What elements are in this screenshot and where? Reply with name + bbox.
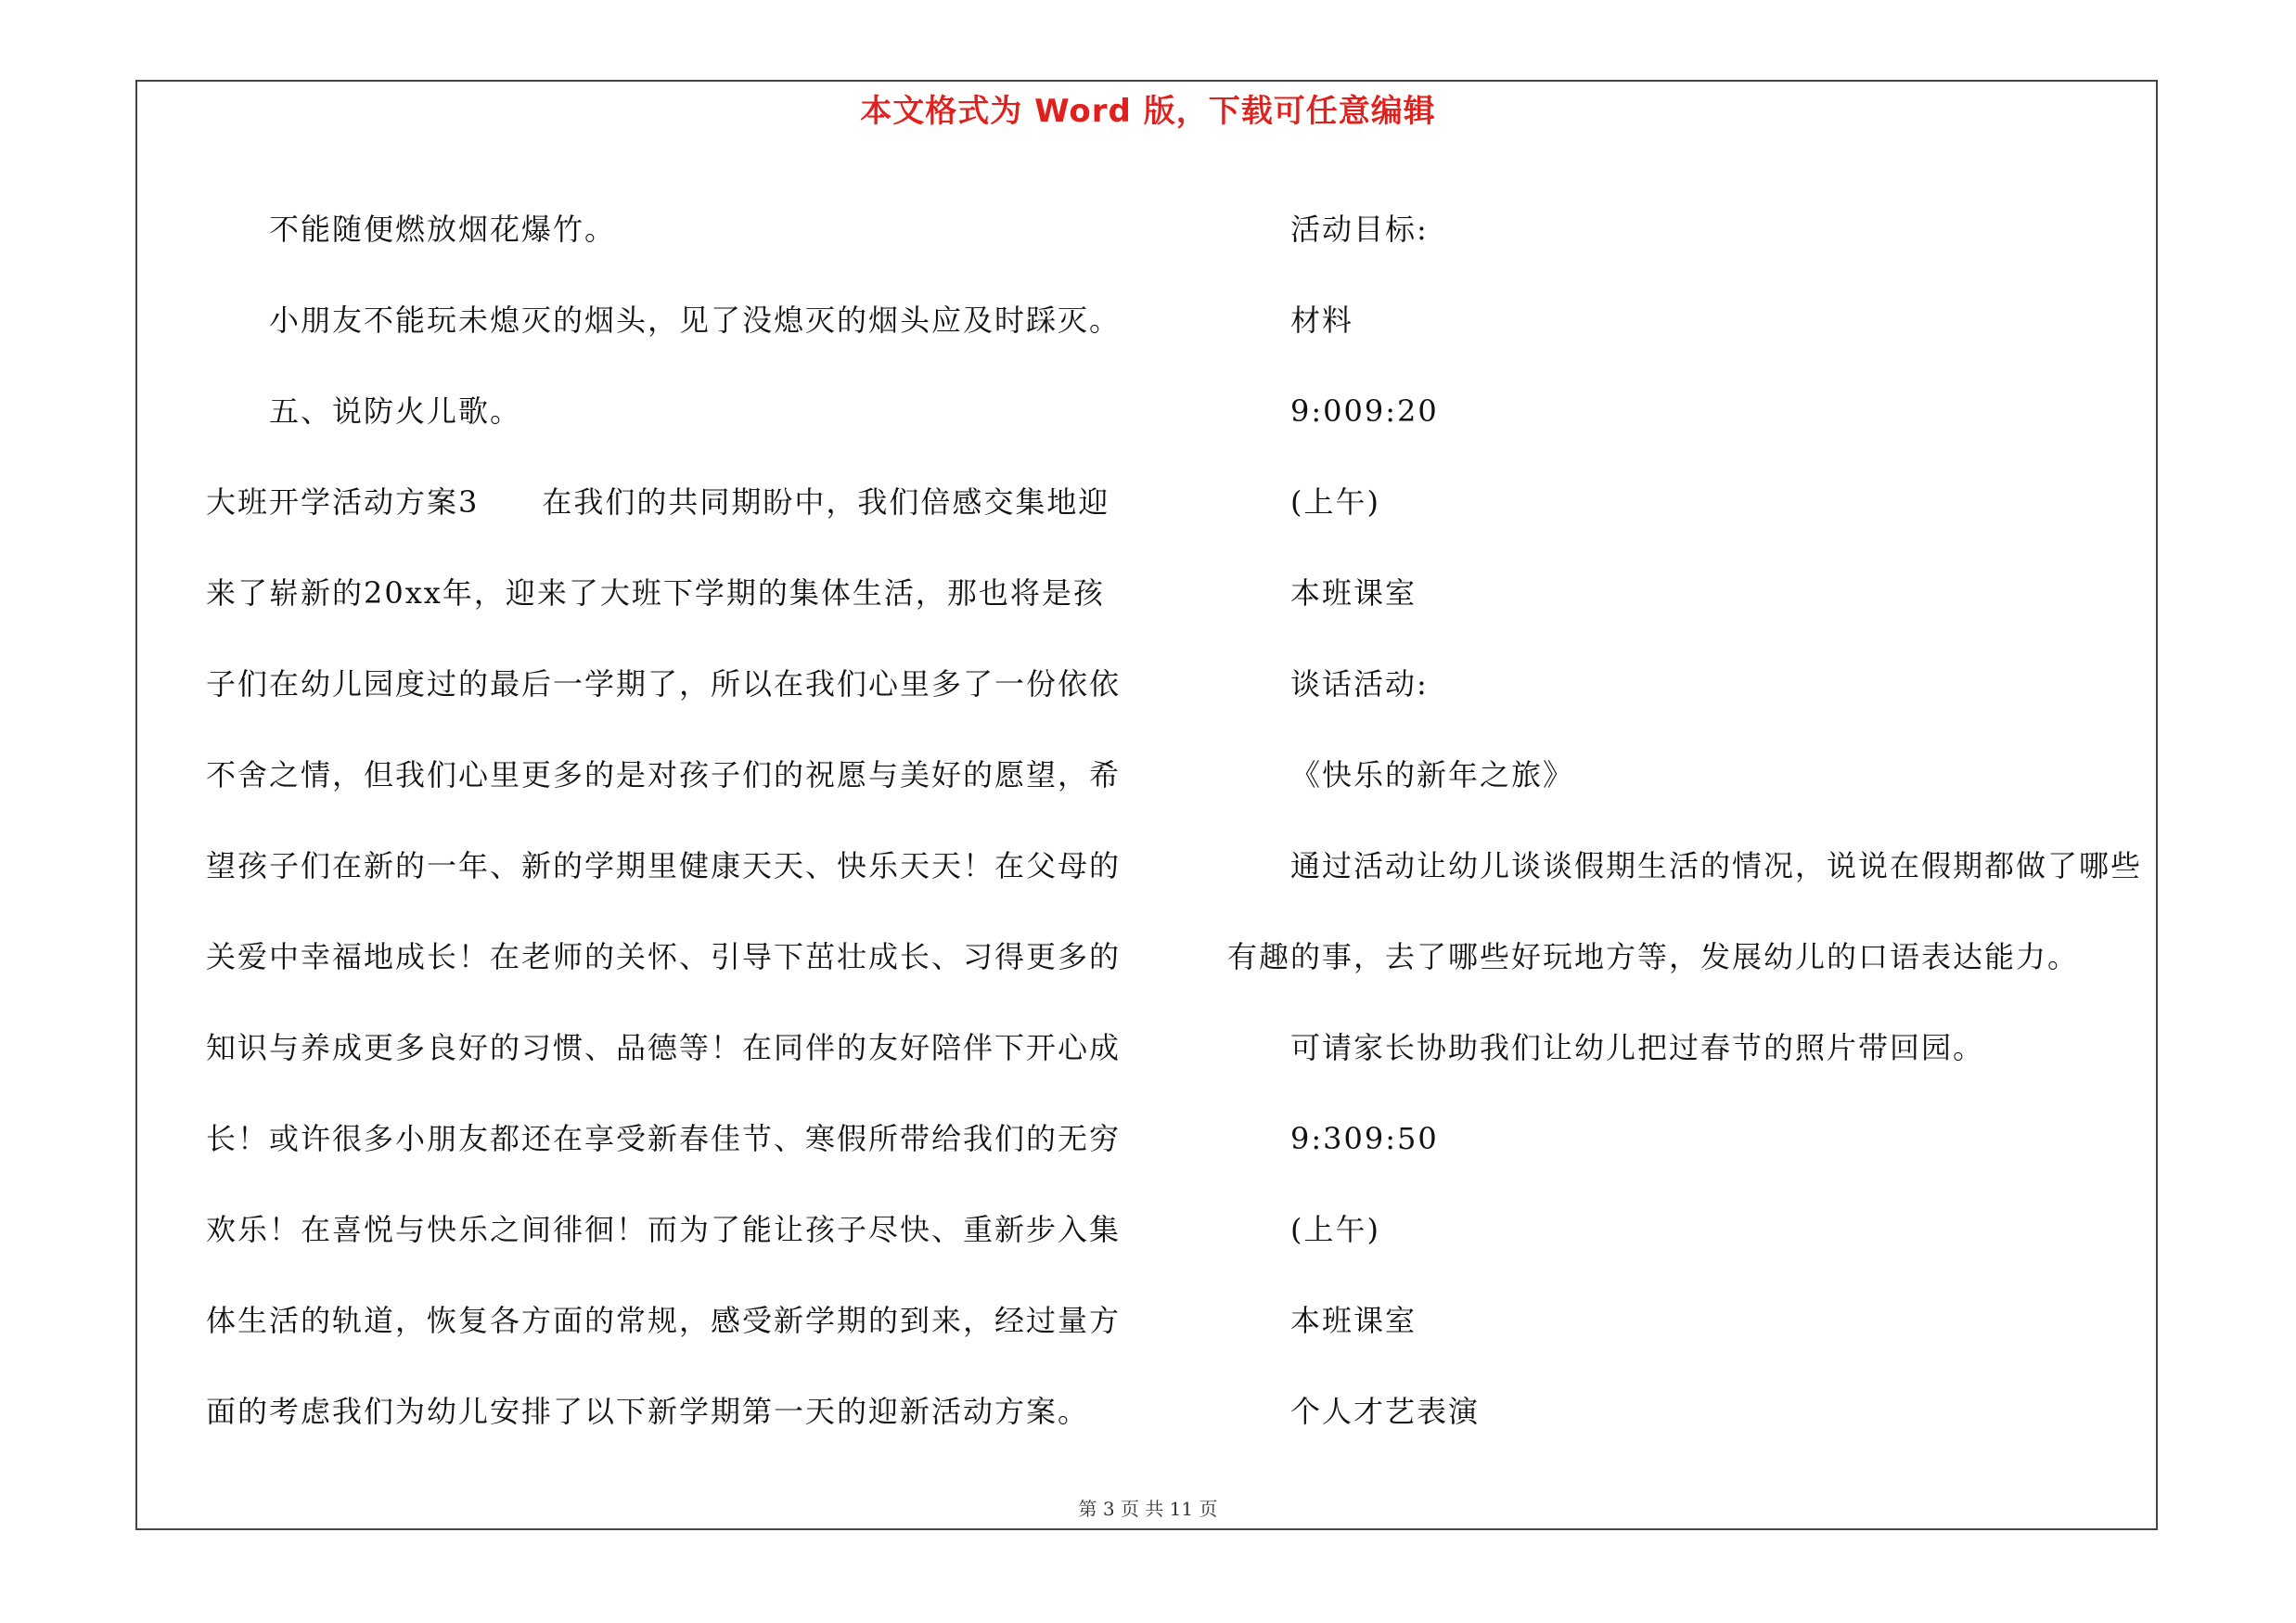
text-line: 小朋友不能玩未熄灭的烟头，见了没熄灭的烟头应及时踩灭。 <box>269 303 1122 338</box>
body-paragraph: 大班开学活动方案3 在我们的共同期盼中，我们倍感交集地迎来了崭新的20xx年，迎来了大班下学期的集体生活，那也将是孩子们在幼儿园度过的最后一学期了，所以在我们心里多了一份依依不舍之情，但我们心里更多的是对孩子们的祝愿与美好的愿望，希望孩子们在新的一年、新的学期里健康天天、快乐天天！在父母的关爱中幸福地成长！在老师的关怀、引导下茁壮成长、习得更多的知识与养成更多良好的习惯、品德等！在同伴的友好陪伴下开心成长！或许很多小朋友都还在享受新春佳节、寒假所带给我们的无穷欢乐！在喜悦与快乐之间徘徊！而为了能让孩子尽快、重新步入集体生活的轨道，恢复各方面的常规，感受新学期的到来，经过量方面的考虑我们为幼儿安排了以下新学期第一天的迎新活动方案。 <box>206 484 1122 1429</box>
page-number-footer: 第 3 页 共 11 页 <box>1078 1498 1218 1520</box>
text-line: 五、说防火儿歌。 <box>269 393 522 429</box>
text-line: 个人才艺表演 <box>1290 1394 1481 1429</box>
text-line: (上午) <box>1290 484 1380 520</box>
time-range: 9:309:50 <box>1290 1121 1439 1156</box>
location: 本班课室 <box>1290 1303 1417 1338</box>
text-line: (上午) <box>1290 1212 1380 1247</box>
left-column <box>206 184 1134 1457</box>
activity-title: 《快乐的新年之旅》 <box>1290 757 1575 792</box>
right-column <box>1227 184 2155 1457</box>
body-paragraph: 通过活动让幼儿谈谈假期生活的情况，说说在假期都做了哪些有趣的事，去了哪些好玩地方等，发展幼儿的口语表达能力。 <box>1227 848 2143 974</box>
editable-banner: 本文格式为 Word 版，下载可任意编辑 <box>860 93 1436 130</box>
time-range: 9:009:20 <box>1290 393 1439 429</box>
text-line: 活动目标: <box>1290 212 1429 247</box>
text-line: 可请家长协助我们让幼儿把过春节的照片带回园。 <box>1290 1030 1985 1065</box>
text-line: 谈话活动: <box>1290 666 1429 702</box>
text-line: 材料 <box>1290 303 1354 338</box>
text-line: 不能随便燃放烟花爆竹。 <box>269 212 617 247</box>
location: 本班课室 <box>1290 575 1417 611</box>
